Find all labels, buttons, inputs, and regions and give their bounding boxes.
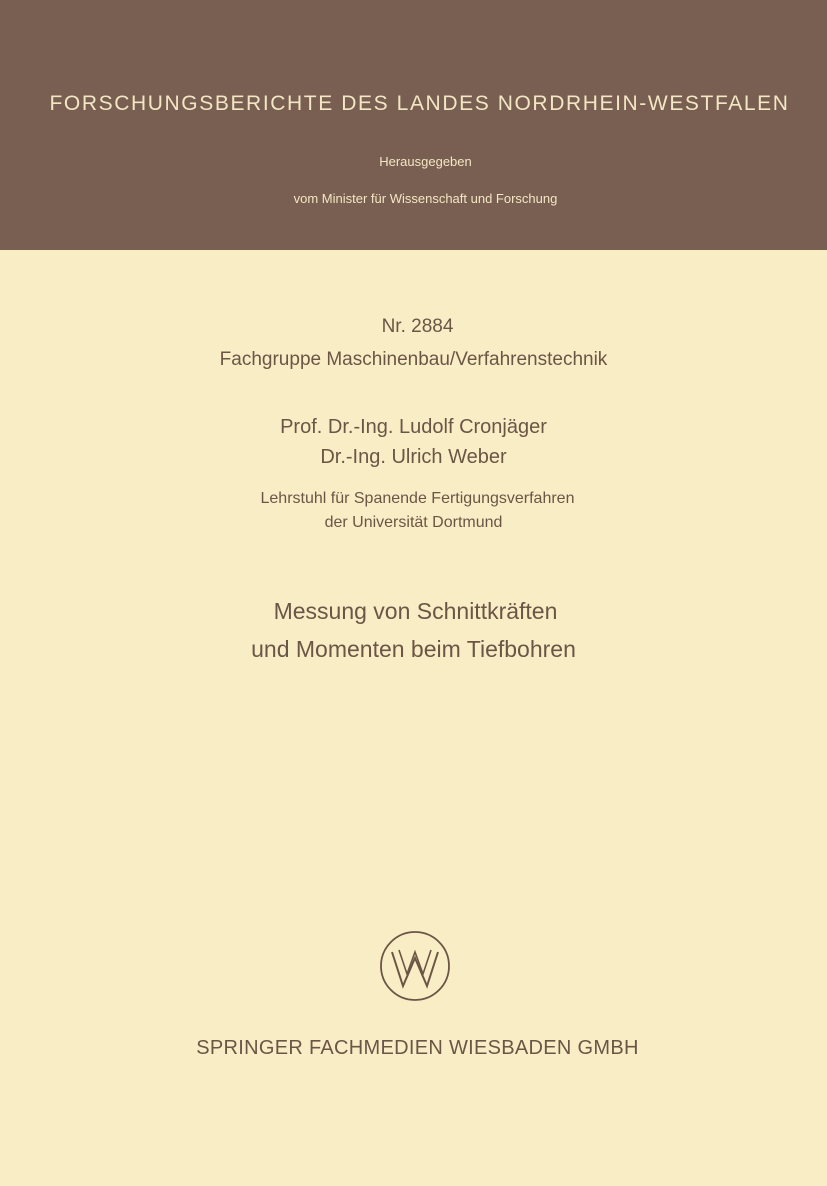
report-group: Fachgruppe Maschinenbau/Verfahrenstechnik: [219, 349, 608, 370]
title-line-1: Messung von Schnittkräften: [273, 598, 558, 624]
author-1: Prof. Dr.-Ing. Ludolf Cronjäger: [280, 416, 547, 438]
issued-label: Herausgegeben: [379, 154, 472, 169]
report-number: Nr. 2884: [381, 316, 454, 337]
series-title: FORSCHUNGSBERICHTE DES LANDES NORDRHEIN-WESTFALEN: [49, 92, 790, 115]
institution-line-1: Lehrstuhl für Spanende Fertigungsverfahren: [260, 490, 575, 507]
issuer-text: vom Minister für Wissenschaft und Forschung: [293, 191, 558, 206]
header-band: [0, 0, 827, 250]
title-line-2: und Momenten beim Tiefbohren: [251, 636, 576, 662]
institution-line-2: der Universität Dortmund: [324, 514, 503, 531]
author-2: Dr.-Ing. Ulrich Weber: [320, 446, 507, 468]
publisher-logo-icon: [379, 930, 451, 1002]
publisher-name: SPRINGER FACHMEDIEN WIESBADEN GMBH: [196, 1037, 639, 1059]
